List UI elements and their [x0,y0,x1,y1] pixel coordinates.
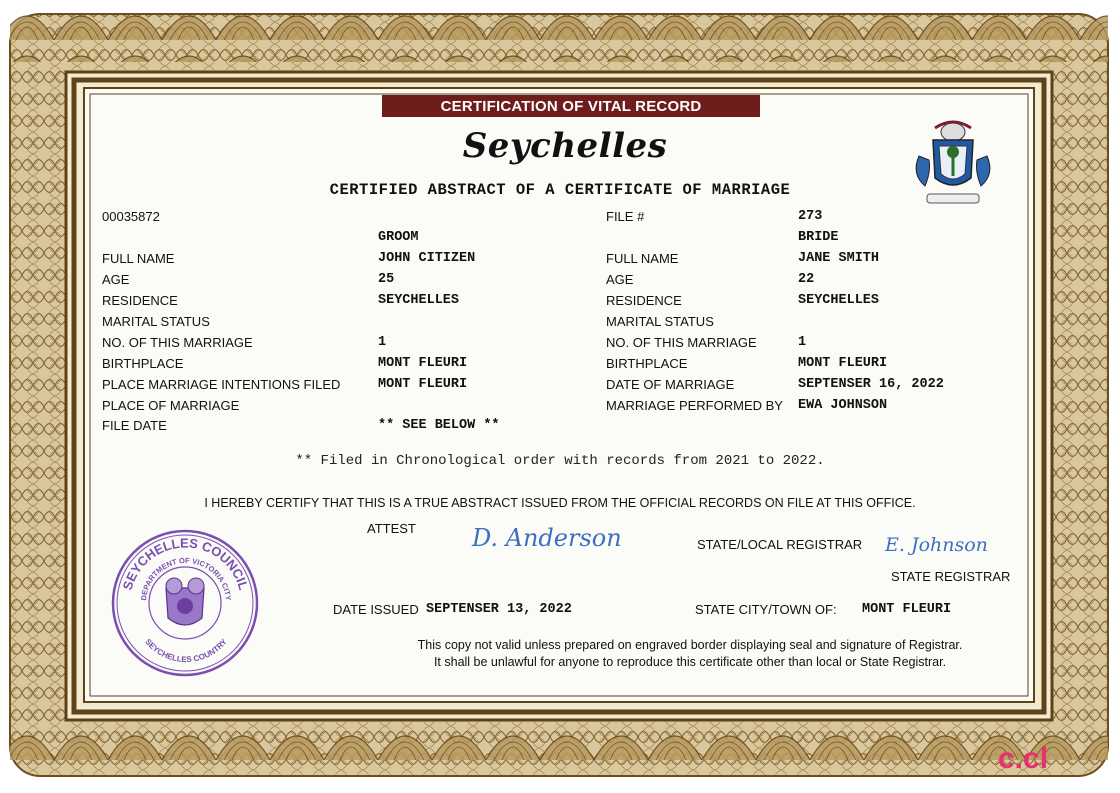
svg-text:DEPARTMENT OF VICTORIA CITY: DEPARTMENT OF VICTORIA CITY [139,555,233,602]
bride-age: 22 [798,272,815,287]
date-issued-label: DATE ISSUED [333,602,419,617]
state-city: MONT FLEURI [862,602,952,617]
validity-note: This copy not valid unless prepared on engraved border displaying seal and signature of Registrar. [417,638,963,652]
groom-full-name-label: FULL NAME [102,251,175,266]
bride-full-name-label: FULL NAME [606,251,679,266]
file-number: 273 [798,209,823,224]
certification-statement: I HEREBY CERTIFY THAT THIS IS A TRUE ABSTRACT ISSUED FROM THE OFFICIAL RECORDS ON FILE AT THIS OFFICE. [204,496,916,510]
svg-text:E. Johnson: E. Johnson [885,534,988,556]
state-registrar-label: STATE REGISTRAR [891,569,1011,584]
groom-no-marriage: 1 [378,335,387,350]
groom-age-label: AGE [102,272,130,287]
bride-residence-label: RESIDENCE [606,293,682,308]
reproduction-note: It shall be unlawful for anyone to reproduce this certificate other than local or State Registrar. [433,655,947,669]
performed-by-label: MARRIAGE PERFORMED BY [606,398,783,413]
groom-no-marriage-label: NO. OF THIS MARRIAGE [102,335,253,350]
bride-age-label: AGE [606,272,634,287]
svg-text:D. Anderson: D. Anderson [472,524,622,552]
bride-marital-status-label: MARITAL STATUS [606,314,714,329]
bride-birthplace-label: BIRTHPLACE [606,356,688,371]
groom-header: GROOM [378,230,419,245]
file-number-label: FILE # [606,209,645,224]
date-of-marriage-label: DATE OF MARRIAGE [606,377,735,392]
intentions-filed: MONT FLEURI [378,377,468,392]
groom-marital-status-label: MARITAL STATUS [102,314,210,329]
file-date: ** SEE BELOW ** [378,418,500,433]
local-registrar-label: STATE/LOCAL REGISTRAR [697,537,863,552]
date-issued: SEPTENSER 13, 2022 [426,602,572,617]
bride-no-marriage: 1 [798,335,807,350]
coat-of-arms-icon [905,116,1001,212]
date-of-marriage: SEPTENSER 16, 2022 [798,377,944,392]
groom-age: 25 [378,272,395,287]
groom-full-name: JOHN CITIZEN [378,251,476,266]
attest-label: ATTEST [367,521,416,536]
performed-by: EWA JOHNSON [798,398,888,413]
svg-text:SEYCHELLES COUNTRY: SEYCHELLES COUNTRY [143,637,229,665]
groom-residence-label: RESIDENCE [102,293,178,308]
place-of-marriage-label: PLACE OF MARRIAGE [102,398,240,413]
country-name: Seychelles [462,126,668,166]
svg-text:SEYCHELLES COUNCIL: SEYCHELLES COUNCIL [119,535,252,592]
chronological-note: ** Filed in Chronological order with records from 2021 to 2022. [295,453,825,469]
official-seal [108,528,263,678]
groom-residence: SEYCHELLES [378,293,460,308]
bride-header: BRIDE [798,230,839,245]
attest-signature [470,518,640,558]
bride-birthplace: MONT FLEURI [798,356,888,371]
file-date-label: FILE DATE [102,418,167,433]
state-city-label: STATE CITY/TOWN OF: [695,602,837,617]
bride-no-marriage-label: NO. OF THIS MARRIAGE [606,335,757,350]
intentions-filed-label: PLACE MARRIAGE INTENTIONS FILED [102,377,341,392]
bride-full-name: JANE SMITH [798,251,880,266]
groom-birthplace-label: BIRTHPLACE [102,356,184,371]
groom-birthplace: MONT FLEURI [378,356,468,371]
bride-residence: SEYCHELLES [798,293,880,308]
document-title: CERTIFIED ABSTRACT OF A CERTIFICATE OF MARRIAGE [329,181,791,199]
watermark: c.cl [998,742,1049,775]
certificate-banner: CERTIFICATION OF VITAL RECORD [382,95,760,117]
record-number: 00035872 [102,209,160,224]
registrar-signature [883,528,1013,560]
